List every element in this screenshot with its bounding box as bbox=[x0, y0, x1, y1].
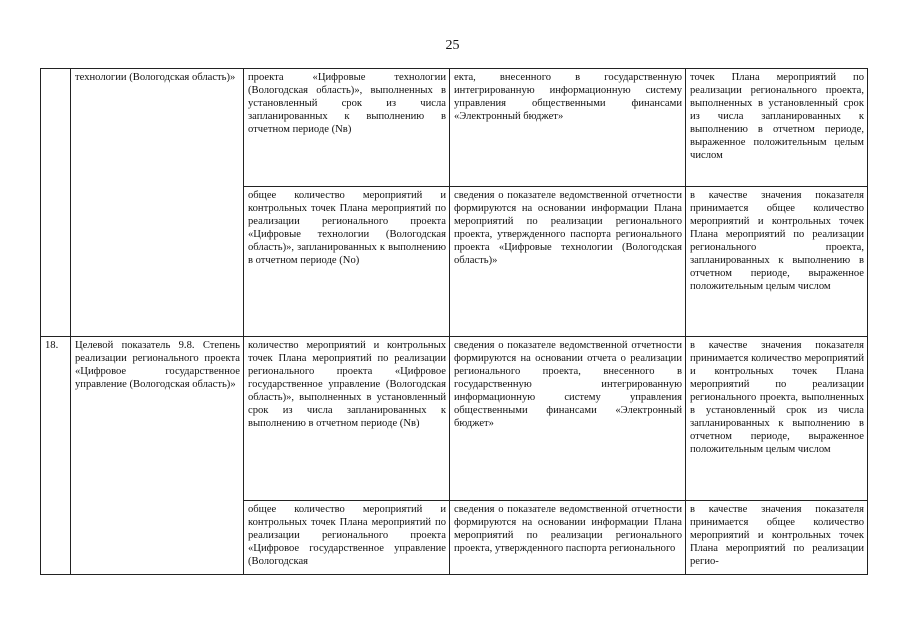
table-row bbox=[41, 337, 868, 501]
data-source: сведения о показателе ведомственной отчетности формируются на основании информации Плана мероприятий по реализации регионального проекта, утвержденного паспорта регионального проекта «Цифровые технологии (Вологодская область)» bbox=[450, 187, 686, 337]
calculation-method: точек Плана мероприятий по реализации регионального проекта, выполненных в установленный срок из числа запланированных к выполнению в отчетном периоде, выраженное положительным целым числом bbox=[686, 69, 868, 187]
row-number bbox=[41, 187, 71, 337]
table-row bbox=[41, 187, 868, 337]
row-number bbox=[41, 69, 71, 187]
data-source: сведения о показателе ведомственной отчетности формируются на основании информации Плана мероприятий по реализации регионального проекта, утвержденного паспорта регионального bbox=[450, 501, 686, 575]
indicator-name bbox=[71, 187, 244, 337]
indicator-definition: количество мероприятий и контрольных точек Плана мероприятий по реализации регионального проекта «Цифровое государственное управление (Вологодская область)», выполненных в установленный срок из числа запланированных к выполнению в отчетном периоде (Nв) bbox=[244, 337, 450, 501]
indicator-name: технологии (Вологодская область)» bbox=[71, 69, 244, 187]
data-source: екта, внесенного в государственную интегрированную информационную систему управления общественными финансами «Электронный бюджет» bbox=[450, 69, 686, 187]
row-number: 18. bbox=[41, 337, 71, 501]
calculation-method: в качестве значения показателя принимается общее количество мероприятий и контрольных точек Плана мероприятий по реализации регионального проекта, запланированных к выполнению в отчетном периоде, выраженное положительным целым числом bbox=[686, 187, 868, 337]
table-row bbox=[41, 69, 868, 187]
indicator-definition: общее количество мероприятий и контрольных точек Плана мероприятий по реализации регионального проекта «Цифровое государственное управление (Вологодская bbox=[244, 501, 450, 575]
table-row bbox=[41, 501, 868, 575]
indicator-definition: общее количество мероприятий и контрольных точек Плана мероприятий по реализации регионального проекта «Цифровые технологии (Вологодская область)», запланированных к выполнению в отчетном периоде (Nо) bbox=[244, 187, 450, 337]
row-number bbox=[41, 501, 71, 575]
calculation-method: в качестве значения показателя принимается количество мероприятий и контрольных точек Плана мероприятий по реализации регионального проекта, выполненных в установленный срок из числа запланированных к выполнению в отчетном периоде, выраженное положительным целым числом bbox=[686, 337, 868, 501]
indicator-name: Целевой показатель 9.8. Степень реализации регионального проекта «Цифровое государственное управление (Вологодская область)» bbox=[71, 337, 244, 501]
page-number: 25 bbox=[445, 38, 460, 53]
indicators-table bbox=[40, 68, 868, 575]
indicator-definition: проекта «Цифровые технологии (Вологодская область)», выполненных в установленный срок из числа запланированных к выполнению в отчетном периоде (Nв) bbox=[244, 69, 450, 187]
calculation-method: в качестве значения показателя принимается общее количество мероприятий и контрольных точек Плана мероприятий по реализации регио- bbox=[686, 501, 868, 575]
indicator-name bbox=[71, 501, 244, 575]
data-source: сведения о показателе ведомственной отчетности формируются на основании отчета о реализации регионального проекта, внесенного в государственную интегрированную информационную систему управления общественными финансами «Электронный бюджет» bbox=[450, 337, 686, 501]
